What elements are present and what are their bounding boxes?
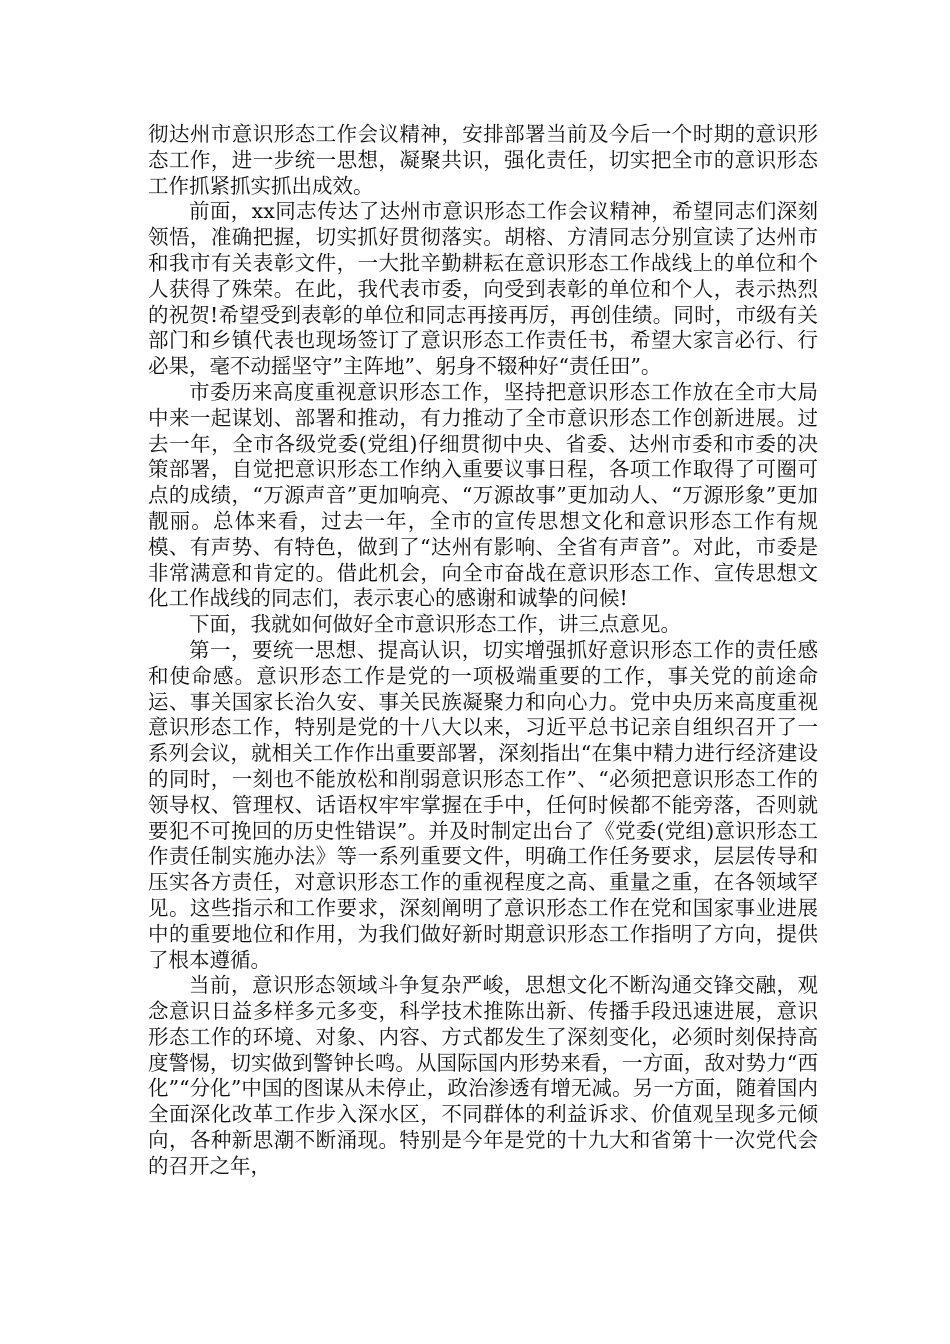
document-body [148,122,818,1180]
paragraph-6: 当前，意识形态领域斗争复杂严峻，思想文化不断沟通交锋交融，观念意识日益多样多元多变，科学技术推陈出新、传播手段迅速进展，意识形态工作的环境、对象、内容、方式都发生了深刻变化，必须时刻保持高度警惕，切实做到警钟长鸣。从国际国内形势来看，一方面，敌对势力“西化”“分化”中国的图谋从未停止，政治渗透有增无减。另一方面，随着国内全面深化改革工作步入深水区，不同群体的利益诉求、价值观呈现多元倾向，各种新思潮不断涌现。特别是今年是党的十九大和省第十一次党代会的召开之年， [148,973,818,1178]
paragraph-1: 彻达州市意识形态工作会议精神，安排部署当前及今后一个时期的意识形态工作，进一步统一思想，凝聚共识，强化责任，切实把全市的意识形态工作抓紧抓实抓出成效。 [148,122,818,198]
paragraph-2: 前面，xx同志传达了达州市意识形态工作会议精神，希望同志们深刻领悟，准确把握，切实抓好贯彻落实。胡榕、方清同志分别宣读了达州市和我市有关表彰文件，一大批辛勤耕耘在意识形态工作战线上的单位和个人获得了殊荣。在此，我代表市委，向受到表彰的单位和个人，表示热烈的祝贺!希望受到表彰的单位和同志再接再厉，再创佳绩。同时，市级有关部门和乡镇代表也现场签订了意识形态工作责任书，希望大家言必行、行必果，毫不动摇坚守”主阵地”、躬身不辍种好“责任田”。 [148,199,818,379]
paragraph-3: 市委历来高度重视意识形态工作，坚持把意识形态工作放在全市大局中来一起谋划、部署和推动，有力推动了全市意识形态工作创新进展。过去一年，全市各级党委(党组)仔细贯彻中央、省委、达州市委和市委的决策部署，自觉把意识形态工作纳入重要议事日程，各项工作取得了可圈可点的成绩，“万源声音”更加响亮、“万源故事”更加动人、“万源形象”更加靓丽。总体来看，过去一年，全市的宣传思想文化和意识形态工作有规模、有声势、有特色，做到了“达州有影响、全省有声音”。对此，市委是非常满意和肯定的。借此机会，向全市奋战在意识形态工作、宣传思想文化工作战线的同志们，表示衷心的感谢和诚挚的问候! [148,379,818,611]
paragraph-5: 第一，要统一思想、提高认识，切实增强抓好意识形态工作的责任感和使命感。意识形态工作是党的一项极端重要的工作，事关党的前途命运、事关国家长治久安、事关民族凝聚力和向心力。党中央历来高度重视意识形态工作，特别是党的十八大以来，习近平总书记亲自组织召开了一系列会议，就相关工作作出重要部署，深刻指出“在集中精力进行经济建设的同时，一刻也不能放松和削弱意识形态工作”、“必须把意识形态工作的领导权、管理权、话语权牢牢掌握在手中，任何时候都不能旁落，否则就要犯不可挽回的历史性错误”。并及时制定出台了《党委(党组)意识形态工作责任制实施办法》等一系列重要文件，明确工作任务要求，层层传导和压实各方责任，对意识形态工作的重视程度之高、重量之重，在各领域罕见。这些指示和工作要求，深刻阐明了意识形态工作在党和国家事业进展中的重要地位和作用，为我们做好新时期意识形态工作指明了方向，提供了根本遵循。 [148,637,818,972]
paragraph-4: 下面，我就如何做好全市意识形态工作，讲三点意见。 [189,612,681,637]
